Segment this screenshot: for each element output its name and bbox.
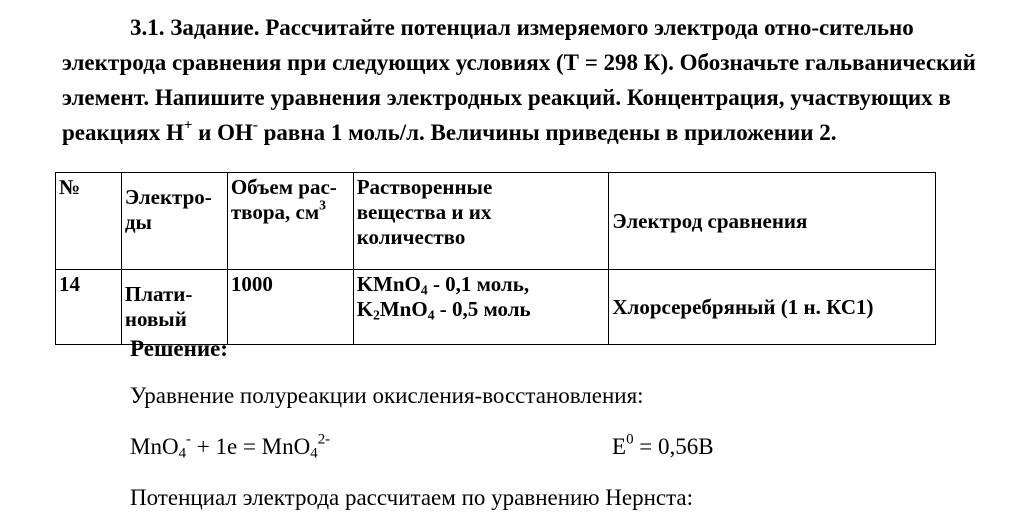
cell-electrode: Плати- новый <box>121 270 227 345</box>
task-statement <box>62 10 1002 150</box>
solution-heading: Решение: <box>130 336 228 361</box>
conditions-table <box>55 172 936 345</box>
solution-line-1: Уравнение полуреакции окисления-восстановления: <box>130 383 644 408</box>
header-dissolved: Растворенные вещества и их количество <box>353 173 609 270</box>
cell-num: 14 <box>56 270 122 345</box>
task-text-1: Задание. Рассчитайте потенциал измеряемого электрода отно-сительно электрода сравнения при следующих условиях (Т = 298 К). Обозначьте гальванический элемент. Напишите уравнения электродных реакций. Концентрация, участвующих в реакциях Н <box>62 15 976 145</box>
half-reaction-equation: MnO$_4$- + 1e = MnO$_4^{2-}$ $E^0 = 0,56В$ <box>130 431 714 462</box>
task-text-3: равна 1 моль/л. Величины приведены в приложении 2. <box>257 120 837 145</box>
cell-dissolved: KMnO$_4$ - 0,1 моль, $K_2MnO_4 - 0,5$ моль <box>353 270 609 345</box>
header-reference: Электрод сравнения <box>609 173 936 270</box>
h-plus-sup: + <box>183 117 193 134</box>
cell-reference: Хлорсеребряный (1 н. КС1) <box>609 270 936 345</box>
task-number: 3.1. <box>130 15 165 40</box>
task-text-2: и ОН <box>192 120 253 145</box>
header-electrode: Электро- ды <box>121 173 227 270</box>
standard-potential: $E^0 = 0,56В$ <box>612 431 714 459</box>
header-volume: Объем рас- твора, $см^3$ <box>227 173 353 270</box>
oh-minus-sup: - <box>252 117 258 134</box>
table-row <box>56 270 936 345</box>
header-num: № <box>56 173 122 270</box>
table-header-row <box>56 173 936 270</box>
solution-line-3: Потенциал электрода рассчитаем по уравнению Нернста: <box>130 485 694 510</box>
cell-volume: 1000 <box>227 270 353 345</box>
